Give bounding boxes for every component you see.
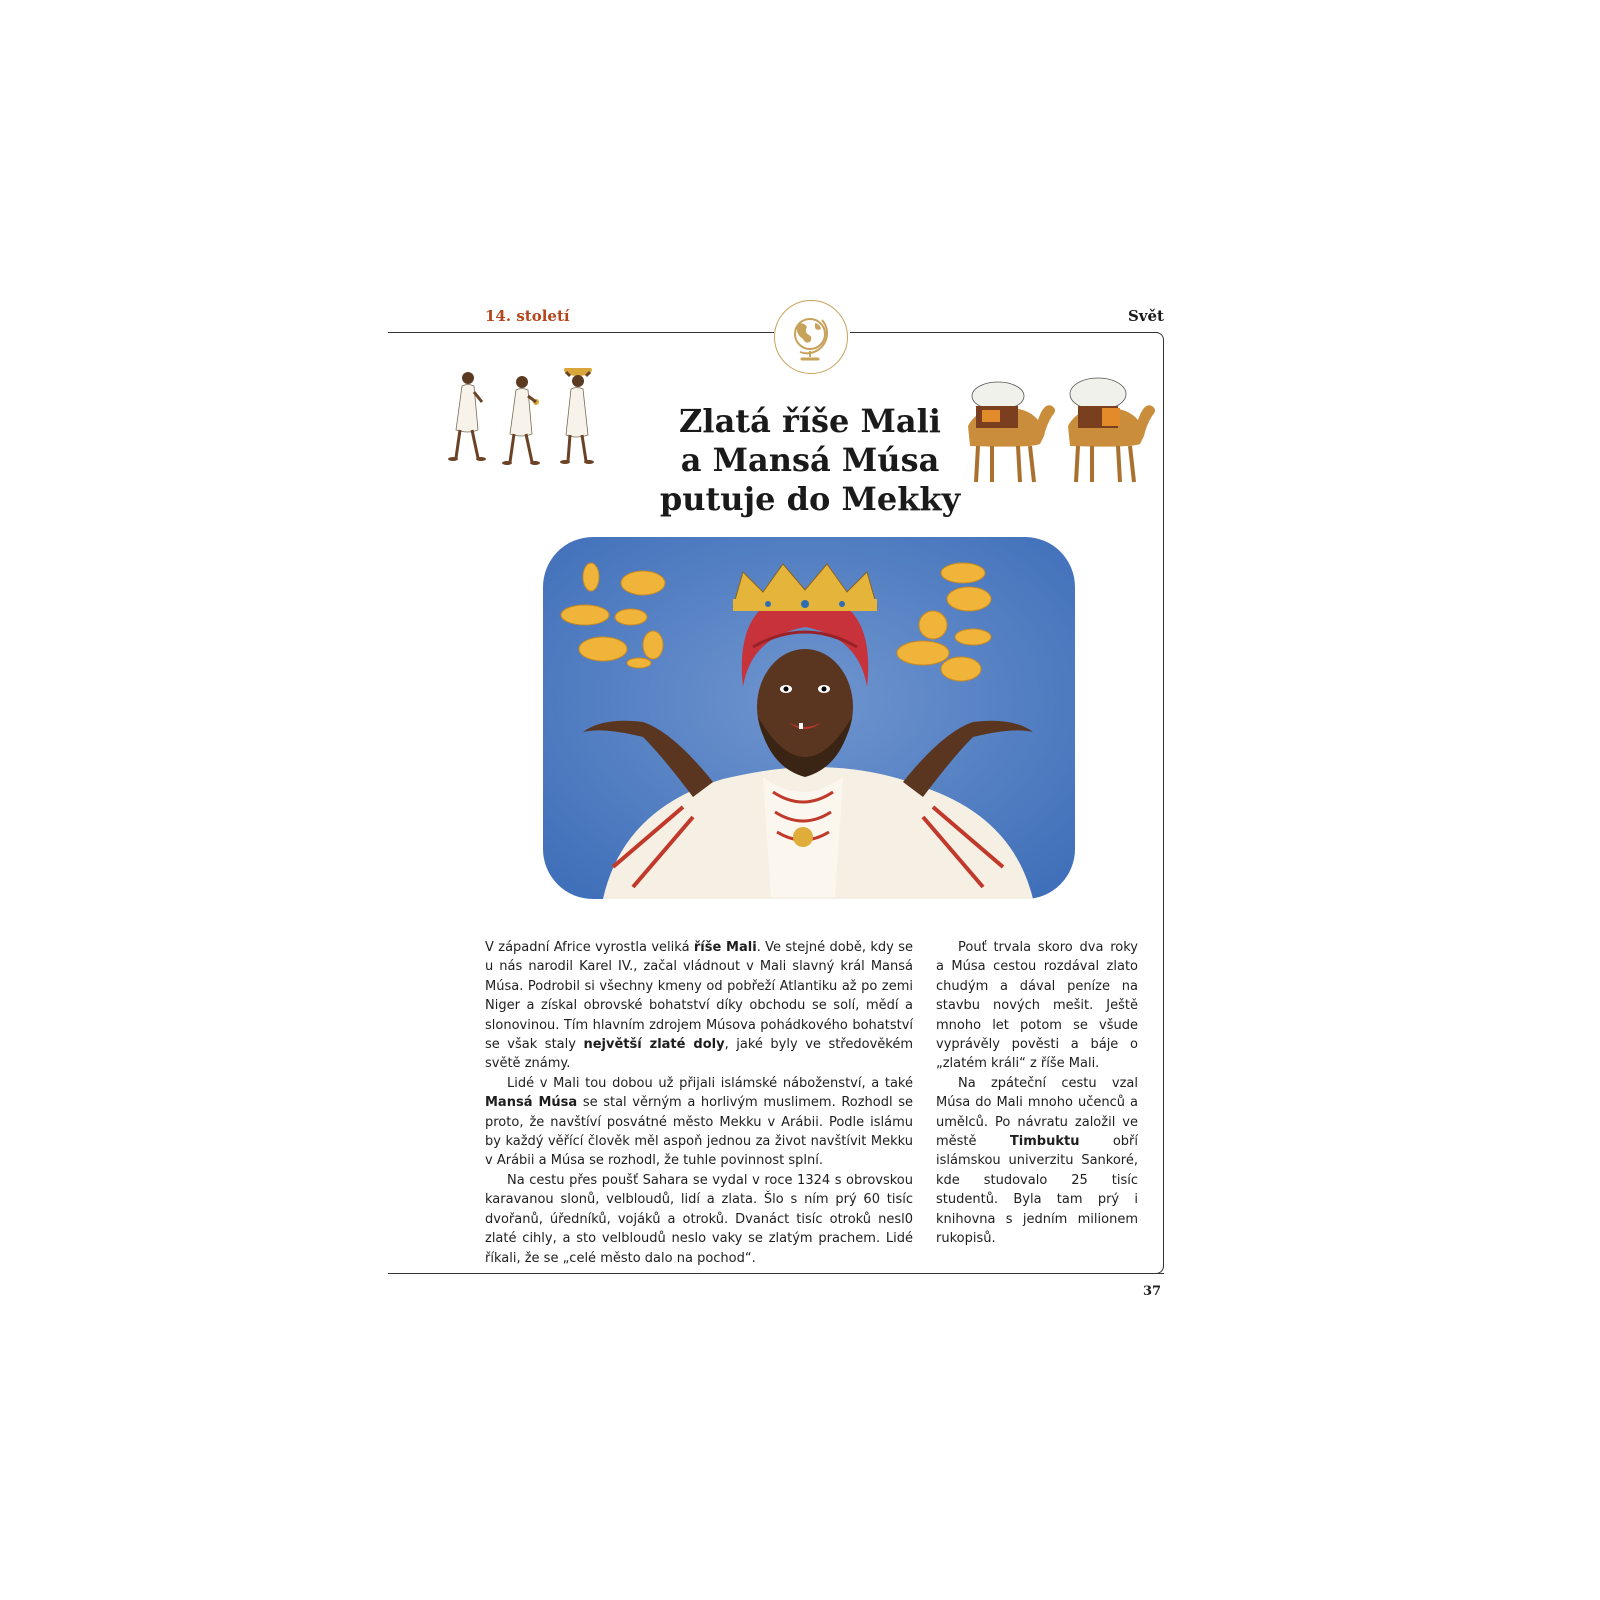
bold-term: Timbuktu xyxy=(1009,1134,1080,1150)
title-line-3: putuje do Mekky xyxy=(659,480,961,518)
text-column-1 xyxy=(485,938,913,1268)
page-title xyxy=(630,402,990,519)
camel-caravan-illustration xyxy=(958,376,1162,486)
top-rule-right xyxy=(850,332,1158,333)
text-span: obří islámskou univerzitu Sankoré, kde studovalo 25 tisíc studentů. Byla tam prý i knihovna s jedním milionem rukopisů. xyxy=(936,1134,1138,1247)
paragraph xyxy=(485,938,913,1074)
text-span: se stal věrným a horlivým muslimem. Rozhodl se proto, že navštíví posvátné město Mekku v Arábii. Podle islámu by každý věřící člověk měl aspoň jednou za život navštívit Mekku v Arábii a Músa se rozhodl, že tuhle povinnost splní. xyxy=(485,1095,914,1169)
text-span: . Ve stejné době, kdy se u nás narodil Karel IV., začal vládnout v Mali slavný král Mansá Músa. Podrobil si všechny kmeny od pobřeží Atlantiku až po zemi Niger a získal obrovské bohatství díky obchodu se solí, mědí a slonovinou. Tím hlavním zdrojem Músova pohádkového bohatství se však staly xyxy=(485,940,913,1053)
title-line-2: a Mansá Músa xyxy=(680,441,940,479)
globe-badge xyxy=(774,300,848,374)
text-span: Na zpáteční cestu vzal Músa do Mali mnoho učenců a umělců. Po návratu založil ve městě xyxy=(936,1075,1138,1150)
bold-term: říše Mali xyxy=(693,940,757,955)
globe-icon xyxy=(775,301,847,373)
walker-1 xyxy=(448,372,486,461)
text-column-2 xyxy=(936,938,1138,1249)
text-span: V západní Africe vyrostla veliká xyxy=(485,940,694,955)
title-line-1: Zlatá říše Mali xyxy=(679,402,941,440)
section-label: Svět xyxy=(1127,307,1164,325)
top-rule-left xyxy=(388,332,774,333)
paragraph xyxy=(485,1074,913,1171)
people-carrying-goods-illustration xyxy=(448,368,624,486)
text-span: , jaké byly ve středověkém světě známy. xyxy=(485,1037,913,1072)
page-number: 37 xyxy=(1143,1284,1162,1299)
camel-2 xyxy=(1068,378,1155,482)
walker-3 xyxy=(560,368,594,464)
century-label: 14. století xyxy=(485,307,570,325)
paragraph: Pouť trvala skoro dva roky a Músa cestou rozdával zlato chudým a dával peníze na stavbu nových mešit. Ještě mnoho let potom se všude vyprávěly pověsti a báje o „zlatém králi“ z říše Mali. xyxy=(936,940,1138,1072)
mansa-musa-with-gold-coins-illustration xyxy=(543,537,1075,899)
paragraph: Na cestu přes poušť Sahara se vydal v roce 1324 s obrovskou karavanou slonů, velbloudů, lidí a zlata. Šlo s ním prý 60 tisíc dvořanů, úředníků, vojáků a otroků. Dvanáct tisíc otroků nesl0 zlaté cihly, a sto velbloudů neslo vaky se zlatým prachem. Lidé říkali, že se „celé město dalo na pochod“. xyxy=(485,1172,913,1266)
text-span: Lidé v Mali tou dobou už přijali islámské náboženství, a také xyxy=(507,1075,913,1091)
camel-1 xyxy=(968,382,1055,482)
bottom-rule xyxy=(388,1273,1164,1274)
bold-term: největší zlaté doly xyxy=(583,1037,725,1053)
walker-2 xyxy=(502,376,540,465)
paragraph xyxy=(936,1074,1138,1249)
bold-term: Mansá Músa xyxy=(485,1095,578,1111)
